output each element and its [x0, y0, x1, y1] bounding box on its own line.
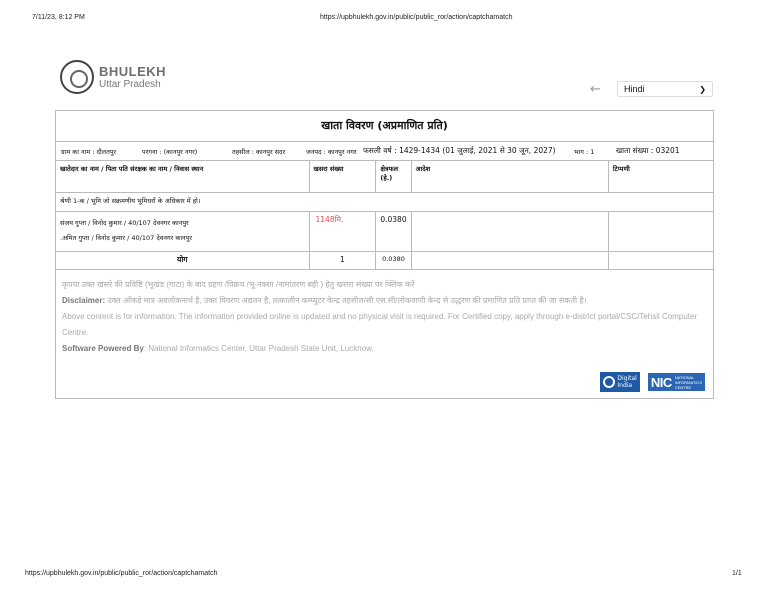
- pargana: परगना : (कानपुर नगर): [142, 148, 198, 156]
- notes: [62, 277, 707, 357]
- header-khasra: खसरा संख्या: [309, 161, 376, 193]
- english-note: Above content is for information. The information provided online is updated and no physical visit is required. For Certified copy, apply through e-district portal/CSC/Tehsil Computer Centre.: [62, 312, 698, 337]
- print-url: https://upbhulekh.gov.in/public/public_ror/action/captchamatch: [320, 14, 513, 21]
- total-remark: [608, 252, 713, 270]
- disclaimer-text: उक्त आँकड़े मात्र अवलोकनार्थ है, उक्त विवरण अद्यतन है, तत्कालीन कम्प्यूटर केन्द्र तहसील/सी.एस.सी/लोकवाणी केन्द्र से उद्धरण की प्रमाणित प्रति प्राप्त की जा सकती है।: [105, 296, 587, 305]
- khata-document: [55, 110, 714, 399]
- page-number: 1/1: [732, 570, 742, 577]
- language-select[interactable]: [617, 81, 713, 97]
- header-remark: टिप्पणी: [608, 161, 713, 193]
- language-selected: Hindi: [624, 84, 645, 94]
- back-arrow-icon[interactable]: ←: [590, 82, 601, 97]
- nic-logo: [648, 373, 705, 391]
- digital-india-line2: India: [617, 382, 633, 389]
- bhag: भाग : 1: [574, 148, 595, 156]
- total-area: 0.0380: [376, 252, 411, 270]
- powered-label: Software Powered By: [62, 344, 144, 353]
- footer-url: https://upbhulekh.gov.in/public/public_ror/action/captchamatch: [25, 570, 218, 577]
- nic-logo-text: NIC: [650, 374, 672, 390]
- header-owner: खातेदार का नाम / पिता पति संरक्षक का नाम / निवास स्थान: [56, 161, 309, 193]
- print-datetime: 7/11/23, 8:12 PM: [32, 14, 85, 21]
- owner-cell: [56, 212, 309, 252]
- up-emblem-icon: [60, 60, 94, 94]
- total-label: योग: [56, 252, 309, 270]
- table-header-row: [56, 161, 713, 193]
- bhulekh-logo[interactable]: [60, 60, 166, 94]
- order-cell: [411, 212, 608, 252]
- nic-small-1: NATIONAL: [674, 374, 695, 380]
- owner-2: .अमित गुप्ता / विनोद कुमार / 40/107 देवनगर कानपुर: [60, 234, 193, 242]
- village-name: ग्राम का नाम : दौलतपुर: [61, 148, 117, 156]
- header-order: आदेश: [411, 161, 608, 193]
- chevron-down-icon: ❯: [699, 84, 706, 94]
- fasli-year: फसली वर्ष : 1429-1434 (01 जुलाई, 2021 से 30 जून, 2027): [363, 146, 556, 155]
- khata-table: [56, 161, 713, 270]
- powered-by: [62, 341, 707, 357]
- area-cell: 0.0380: [376, 212, 411, 252]
- district: जनपद : कानपुर नगर: [306, 148, 357, 156]
- powered-text: : National Informatics Center, Uttar Pradesh State Unit, Lucknow.: [143, 344, 374, 353]
- brand-title: BHULEKH: [99, 63, 167, 79]
- table-row: [56, 212, 713, 252]
- digital-india-line1: Digital: [617, 375, 637, 382]
- khasra-cell: [309, 212, 376, 252]
- info-row: [56, 142, 713, 161]
- owner-1: संजय गुप्ता / विनोद कुमार / 40/107 देवनगर कानपुर: [60, 219, 189, 227]
- khata-number: खाता संख्या : 03201: [616, 146, 680, 155]
- disclaimer-label: Disclaimer:: [62, 296, 106, 305]
- tehsil: तहसील : कानपुर सदर: [232, 148, 286, 156]
- brand-subtitle: Uttar Pradesh: [99, 78, 161, 90]
- total-row: [56, 252, 713, 270]
- khasra-link[interactable]: 1148मि.: [315, 215, 344, 224]
- digital-india-logo: [600, 372, 639, 392]
- nic-small-3: CENTRE: [674, 384, 692, 390]
- footer-logos: [600, 372, 705, 392]
- digital-india-icon: [603, 376, 615, 388]
- khasra-click-note: कृपया उक्त खसरे की प्रविष्टि (भूखंड (गाटा) के बाद ग्रहण /विक्रय /भू-नक्शा /नामांतरण बही ) हेतु खसरा संख्या पर क्लिक करें: [62, 280, 415, 289]
- disclaimer: [62, 293, 707, 309]
- document-title: खाता विवरण (अप्रमाणित प्रति): [56, 111, 713, 142]
- nic-small-2: INFORMATICS: [674, 379, 702, 385]
- remark-cell: [608, 212, 713, 252]
- header-area: क्षेत्रफल (हे.): [376, 161, 411, 193]
- total-order: [411, 252, 608, 270]
- category-row: [56, 193, 713, 212]
- total-khasra: 1: [309, 252, 376, 270]
- category-text: श्रेणी 1-क / भूमि जो संक्रमणीय भूमिधरों के अधिकार में हो।: [56, 193, 713, 212]
